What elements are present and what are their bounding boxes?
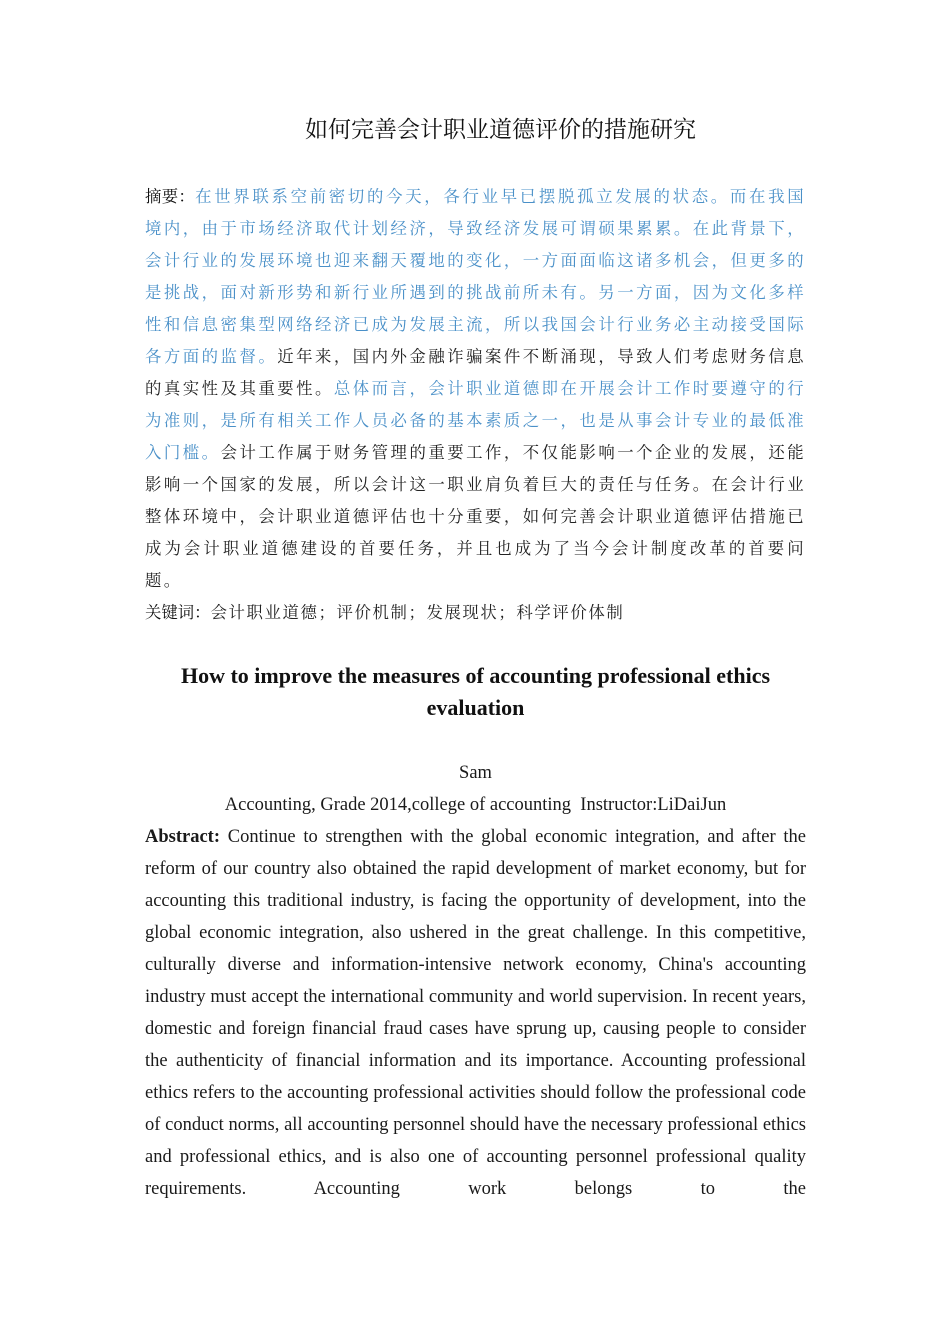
author-affiliation: Accounting, Grade 2014,college of accounting Instructor:LiDaiJun [224, 795, 727, 815]
chinese-abstract [145, 181, 806, 597]
chinese-keywords-label: 关键词： [145, 603, 211, 622]
chinese-abstract-highlight-2: 总体而言，会计职业道德即在开展会计工作时要遵守的行为准则，是所有相关工作人员必备的基本素质之一，也是从事会计专业的最低准入门槛。 [145, 379, 807, 462]
chinese-title: 如何完善会计职业道德评价的措施研究 [305, 117, 696, 143]
english-abstract-label: Abstract: [145, 827, 221, 847]
chinese-abstract-text-2: 会计工作属于财务管理的重要工作，不仅能影响一个企业的发展，还能影响一个国家的发展，所以会计这一职业肩负着巨大的责任与任务。在会计行业整体环境中，会计职业道德评估也十分重要，如何完善会计职业道德评估措施已成为会计职业道德建设的首要任务，并且也成为了当今会计制度改革的首要问题。 [145, 443, 806, 590]
english-title: How to improve the measures of accounting professional ethics evaluation [180, 663, 771, 720]
english-abstract-text: Continue to strengthen with the global economic integration, and after the reform of our country also obtained the rapid development of market economy, but for accounting this traditional industry, is facing the opportunity of development, into the global economic integration, also ushered in the great challenge. In this competitive, culturally diverse and information-intensive network economy, China's accounting industry must accept the international community and world supervision. In recent years, domestic and foreign financial fraud cases have sprung up, causing people to consider the authenticity of financial information and its importance. Accounting professional ethics refers to the accounting professional activities should follow the professional code of conduct norms, all accounting personnel should have the necessary professional ethics and professional ethics, and is also one of accounting personnel professional quality requirements. Accounting work belongs to the [145, 827, 806, 1199]
chinese-keywords [145, 597, 806, 629]
chinese-abstract-highlight-1: 在世界联系空前密切的今天，各行业早已摆脱孤立发展的状态。而在我国境内，由于市场经济取代计划经济，导致经济发展可谓硕果累累。在此背景下，会计行业的发展环境也迎来翻天覆地的变化，一方面面临这诸多机会，但更多的是挑战，面对新形势和新行业所遇到的挑战前所未有。另一方面，因为文化多样性和信息密集型网络经济已成为发展主流，所以我国会计行业务必主动接受国际各方面的监督。 [145, 187, 806, 366]
chinese-abstract-text-1: 近年来，国内外金融诈骗案件不断涌现，导致人们考虑财务信息的真实性及其重要性。 [145, 347, 806, 398]
chinese-keywords-text: 会计职业道德；评价机制；发展现状；科学评价体制 [210, 603, 625, 622]
chinese-abstract-label: 摘要： [145, 187, 196, 206]
english-abstract [145, 821, 806, 1205]
author-name: Sam [459, 763, 492, 783]
